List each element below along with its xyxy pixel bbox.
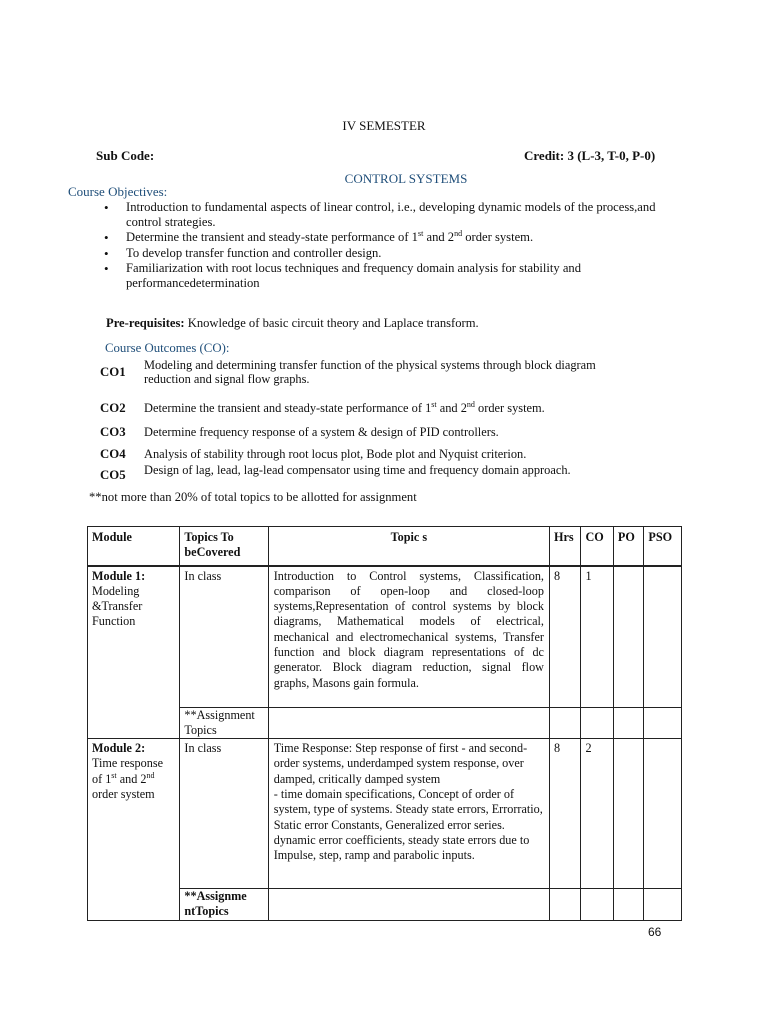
hrs-cell: 8 (549, 566, 580, 708)
module-name: Module 2: (92, 741, 146, 756)
outcome-code: CO3 (100, 425, 126, 439)
header-pso: PSO (644, 527, 682, 566)
po-cell (613, 566, 643, 708)
pso-cell (644, 889, 682, 921)
co-cell: 1 (581, 566, 613, 708)
assignment-note: **not more than 20% of total topics to be allotted for assignment (89, 490, 417, 504)
co-cell (581, 707, 613, 739)
outcome-text: Design of lag, lead, lag-lead compensator using time and frequency domain approach. (144, 463, 571, 477)
objective-item: • Determine the transient and steady-state performance of 1st and 2nd order system. (104, 230, 664, 245)
po-cell (613, 739, 643, 889)
module-cell (88, 739, 180, 921)
in-class-label: In class (180, 566, 268, 708)
table-header-row (88, 527, 682, 566)
header-module: Module (88, 527, 180, 566)
module-table (87, 526, 682, 921)
assignment-topics-cell (268, 889, 549, 921)
header-topics-to-be-covered: Topics To beCovered (180, 527, 268, 566)
pso-cell (644, 739, 682, 889)
topics-cell: Time Response: Step response of first - and second-order systems, underdamped system response, over damped, critically damped system - time domain specifications, Concept of order of system, type of systems. Steady state errors, Errorratio, Static error Constants, Generalized error series. dynamic error coefficients, steady state errors due to Impulse, step, ramp and parabolic inputs. (268, 739, 549, 889)
objectives-heading: Course Objectives: (68, 184, 168, 199)
po-cell (613, 707, 643, 739)
module-description: Time response of 1st and 2nd order system (92, 756, 163, 802)
header-po: PO (613, 527, 643, 566)
credit-info: Credit: 3 (L-3, T-0, P-0) (524, 148, 656, 163)
module-name: Module 1: (92, 568, 146, 583)
outcome-text: Analysis of stability through root locus plot, Bode plot and Nyquist criterion. (144, 447, 527, 461)
pso-cell (644, 707, 682, 739)
semester-heading: IV SEMESTER (342, 118, 426, 133)
po-cell (613, 889, 643, 921)
page-number: 66 (648, 925, 662, 939)
course-title: CONTROL SYSTEMS (344, 171, 468, 186)
in-class-label: In class (180, 739, 268, 889)
outcome-code: CO4 (100, 447, 126, 461)
outcome-code: CO5 (100, 468, 126, 482)
outcome-text: Determine the transient and steady-state performance of 1st and 2nd order system. (144, 399, 545, 415)
outcomes-heading: Course Outcomes (CO): (105, 341, 230, 355)
hrs-cell (549, 889, 580, 921)
outcome-text: Determine frequency response of a system & design of PID controllers. (144, 425, 499, 439)
header-co: CO (581, 527, 613, 566)
outcome-row (100, 358, 660, 400)
header-topics: Topic s (268, 527, 549, 566)
prerequisites-label: Pre-requisites: (106, 316, 185, 330)
co-cell: 2 (581, 739, 613, 889)
prerequisites (106, 316, 479, 331)
module-description: Modeling &Transfer Function (92, 583, 143, 629)
assignment-label: **Assignme ntTopics (180, 889, 268, 921)
assignment-topics-cell (268, 707, 549, 739)
assignment-label: **Assignment Topics (180, 707, 268, 739)
outcome-code: CO2 (100, 401, 126, 415)
hrs-cell: 8 (549, 739, 580, 889)
prerequisites-text: Knowledge of basic circuit theory and Laplace transform. (184, 316, 479, 330)
objectives-list (104, 200, 664, 291)
pso-cell (644, 566, 682, 708)
objective-item: • To develop transfer function and controller design. (104, 246, 664, 261)
header-hrs: Hrs (549, 527, 580, 566)
topics-cell: Introduction to Control systems, Classification, comparison of open-loop and closed-loop systems,Representation of control systems by block diagrams, Mathematical models of electrical, mechanical and electromechanical systems, Transfer function and block diagram representations of dc generator. Block diagram reduction, signal flow graphs, Masons gain formula. (268, 566, 549, 708)
outcome-text: Modeling and determining transfer function of the physical systems through block diagram reduction and signal flow graphs. (144, 358, 596, 386)
table-row (88, 739, 682, 889)
module-cell (88, 566, 180, 739)
outcome-code: CO1 (100, 365, 126, 379)
objective-item: • Introduction to fundamental aspects of linear control, i.e., developing dynamic models of the process,and control strategies. (104, 200, 664, 230)
hrs-cell (549, 707, 580, 739)
sub-code-label: Sub Code: (96, 148, 155, 163)
objective-item: • Familiarization with root locus techniques and frequency domain analysis for stability and performancedetermination (104, 261, 664, 291)
co-cell (581, 889, 613, 921)
table-row (88, 566, 682, 708)
